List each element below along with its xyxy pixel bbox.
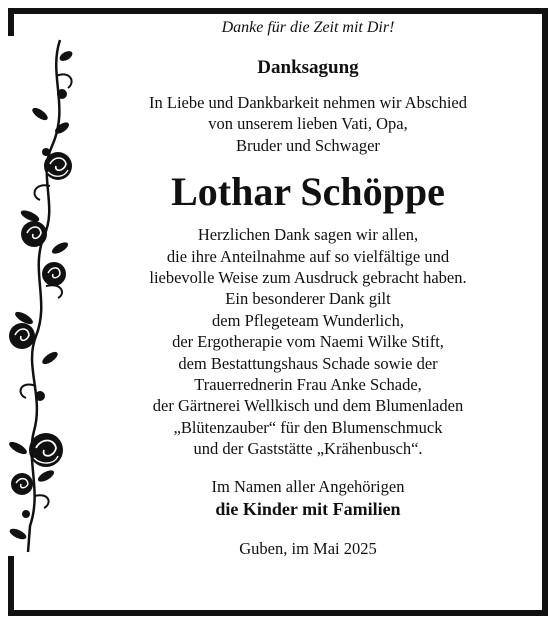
thanks-line: dem Bestattungshaus Schade sowie der bbox=[178, 353, 438, 373]
signature: die Kinder mit Familien bbox=[215, 499, 401, 520]
intro-text bbox=[96, 92, 520, 156]
thanks-line: dem Pflegeteam Wunderlich, bbox=[212, 310, 404, 330]
thanks-line: der Ergotherapie vom Naemi Wilke Stift, bbox=[172, 332, 444, 352]
thanks-text bbox=[96, 224, 520, 459]
deceased-name: Lothar Schöppe bbox=[171, 169, 445, 215]
thanks-line: die ihre Anteilnahme auf so vielfältige und bbox=[166, 246, 450, 266]
thanks-line: Ein besonderer Dank gilt bbox=[225, 289, 391, 309]
thanks-line: „Blütenzauber“ für den Blumenschmuck bbox=[173, 417, 443, 437]
intro-line: von unserem lieben Vati, Opa, bbox=[208, 114, 408, 134]
heading: Danksagung bbox=[257, 57, 359, 78]
thanks-line: Herzlichen Dank sagen wir allen, bbox=[197, 225, 419, 245]
notice-text bbox=[96, 18, 520, 559]
rose-vine-icon bbox=[0, 36, 92, 556]
closing-line: Im Namen aller Angehörigen bbox=[211, 476, 405, 496]
thanks-line: und der Gaststätte „Krähenbusch“. bbox=[193, 439, 423, 459]
thanks-line: der Gärtnerei Wellkisch und dem Blumenladen bbox=[152, 396, 464, 416]
motto: Danke für die Zeit mit Dir! bbox=[221, 19, 395, 36]
intro-line: Bruder und Schwager bbox=[236, 135, 380, 155]
thanks-line: liebevolle Weise zum Ausdruck gebracht haben. bbox=[149, 268, 467, 288]
place-date: Guben, im Mai 2025 bbox=[239, 539, 377, 559]
thanks-line: Trauerrednerin Frau Anke Schade, bbox=[194, 375, 422, 395]
intro-line: In Liebe und Dankbarkeit nehmen wir Abschied bbox=[149, 93, 467, 112]
